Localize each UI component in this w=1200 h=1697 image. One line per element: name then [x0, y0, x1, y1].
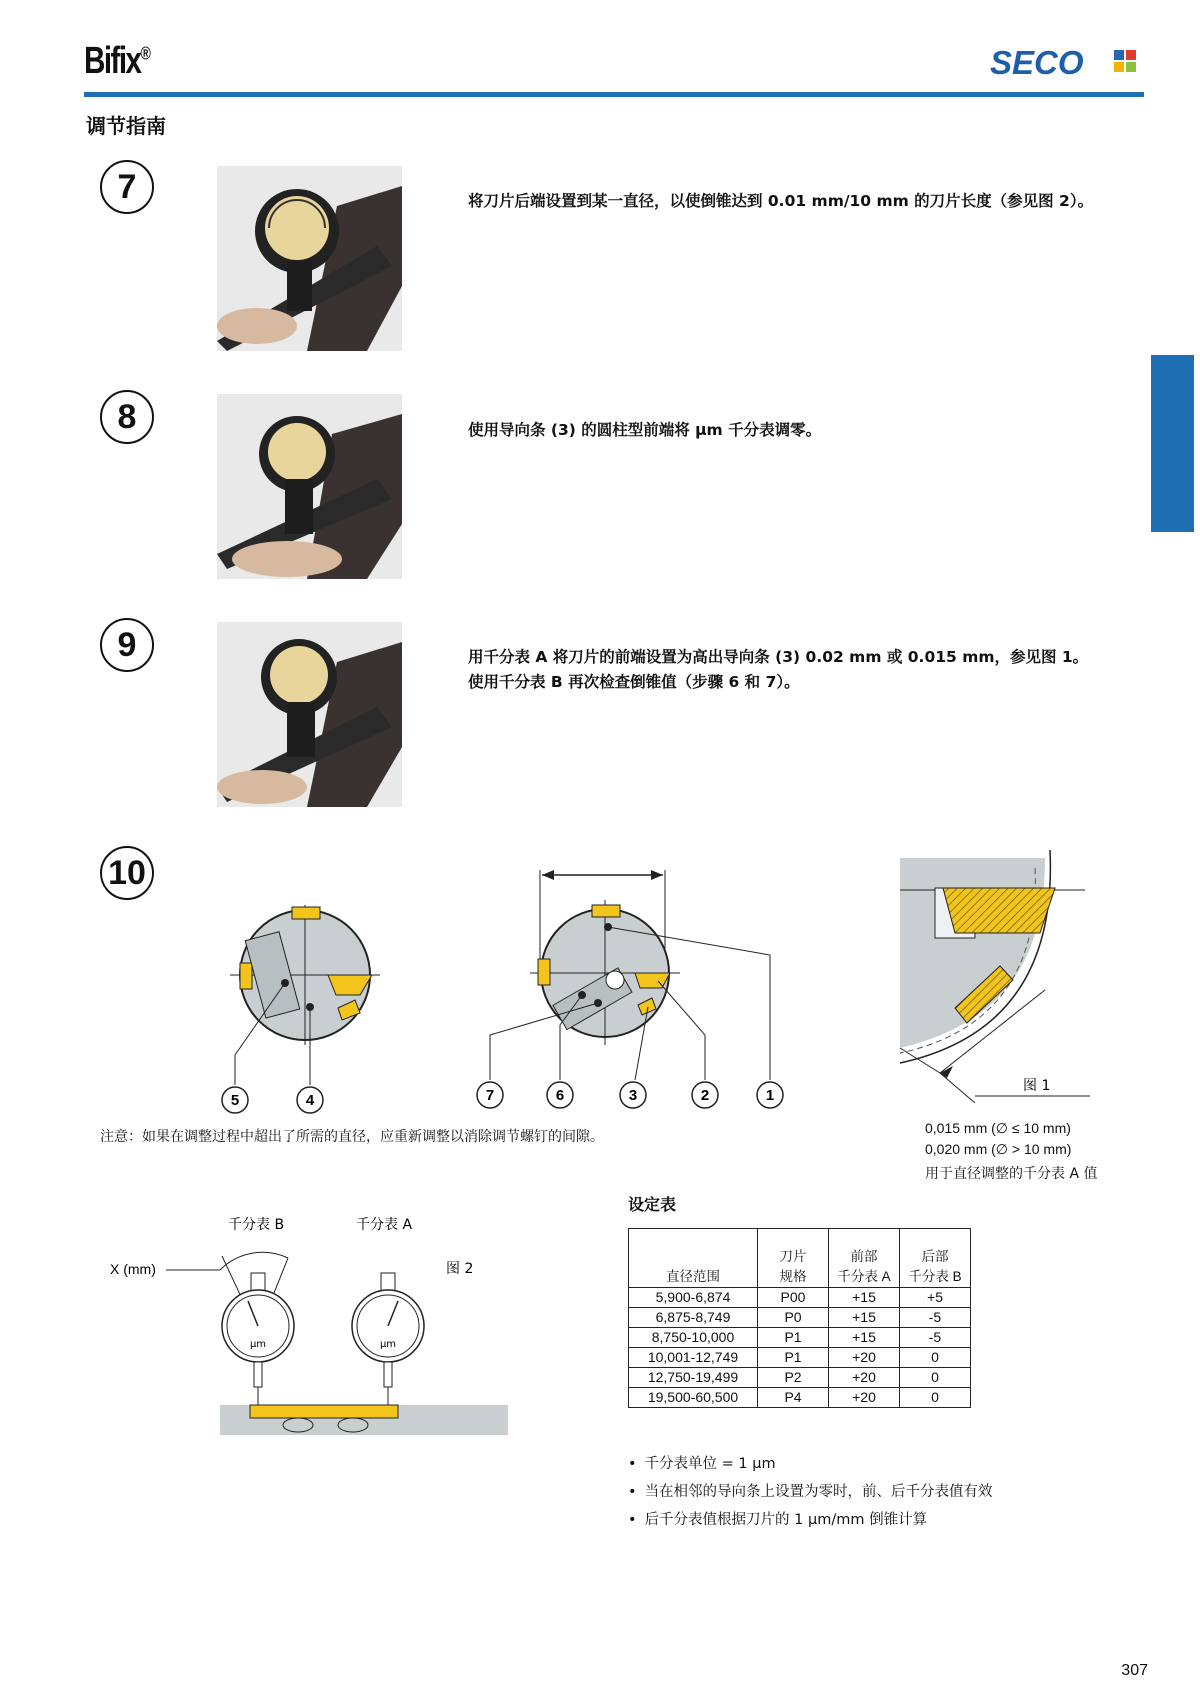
col-header-rear: 后部 千分表 B: [900, 1229, 971, 1288]
list-item: • 后千分表值根据刀片的 1 μm/mm 倒锥计算: [628, 1506, 993, 1534]
figure-2-gauges: [108, 1213, 508, 1438]
col-header-front: 前部 千分表 A: [829, 1229, 900, 1288]
step-8-photo: [217, 394, 402, 579]
diagram-mid: [470, 855, 810, 1120]
diagram-label-6: 6: [555, 1087, 565, 1104]
notes-list: [628, 1450, 993, 1534]
table-row: 19,500-60,500 P4 +20 0: [629, 1388, 971, 1408]
page-number: 307: [1121, 1662, 1148, 1679]
list-item: • 千分表单位 = 1 μm: [628, 1450, 993, 1478]
step-number-7: 7: [100, 160, 154, 214]
step-8-text: 使用导向条 (3) 的圆柱型前端将 μm 千分表调零。: [468, 421, 822, 439]
diagram-left: [220, 895, 400, 1115]
figure-1-caption-2: 0,020 mm (∅ > 10 mm): [925, 1141, 1072, 1157]
table-row: 8,750-10,000 P1 +15 -5: [629, 1328, 971, 1348]
section-title: 调节指南: [86, 114, 166, 138]
brand-title: Bifix®: [84, 40, 151, 82]
diagram-label-7: 7: [485, 1087, 495, 1104]
adjust-note: 注意：如果在调整过程中超出了所需的直径，应重新调整以消除调节螺钉的间隙。: [100, 1129, 604, 1145]
setting-table-title: 设定表: [628, 1195, 677, 1214]
figure-2-label: 图 2: [446, 1261, 474, 1277]
col-header-diameter: 直径范围: [629, 1229, 758, 1288]
diagram-label-3: 3: [628, 1087, 638, 1104]
side-tab: [1151, 355, 1194, 532]
figure-1-caption-1: 0,015 mm (∅ ≤ 10 mm): [925, 1120, 1071, 1136]
table-row: 12,750-19,499 P2 +20 0: [629, 1368, 971, 1388]
table-row: 6,875-8,749 P0 +15 -5: [629, 1308, 971, 1328]
diagram-label-5: 5: [230, 1092, 240, 1109]
seco-logo: [990, 44, 1140, 80]
diagram-label-1: 1: [765, 1087, 775, 1104]
figure-1-detail: [895, 848, 1095, 1103]
diagram-label-4: 4: [305, 1092, 315, 1109]
svg-text:SECO: SECO: [990, 44, 1084, 80]
gauge-b-unit: μm: [249, 1339, 267, 1350]
step-7-photo: [217, 166, 402, 351]
diagram-label-2: 2: [700, 1087, 710, 1104]
header-rule: [84, 92, 1144, 97]
gauge-b-label: 千分表 B: [228, 1217, 285, 1233]
step-9-photo: [217, 622, 402, 807]
table-row: 5,900-6,874 P00 +15 +5: [629, 1288, 971, 1308]
col-header-insert: 刀片 规格: [758, 1229, 829, 1288]
gauge-a-label: 千分表 A: [356, 1217, 413, 1233]
figure-1-label: 图 1: [1023, 1078, 1051, 1094]
gauge-a-unit: μm: [379, 1339, 397, 1350]
x-mm-label: X (mm): [110, 1261, 156, 1277]
step-number-8: 8: [100, 390, 154, 444]
step-number-10: 10: [100, 846, 154, 900]
setting-table: [628, 1228, 971, 1408]
step-9-text-2: 使用千分表 B 再次检查倒锥值（步骤 6 和 7）。: [468, 673, 800, 691]
step-9-text-1: 用千分表 A 将刀片的前端设置为高出导向条 (3) 0.02 mm 或 0.015 mm，参见图 1。: [468, 648, 1089, 666]
step-7-text: 将刀片后端设置到某一直径，以使倒锥达到 0.01 mm/10 mm 的刀片长度（参见图 2）。: [468, 192, 1094, 210]
table-row: 10,001-12,749 P1 +20 0: [629, 1348, 971, 1368]
step-number-9: 9: [100, 618, 154, 672]
figure-1-caption-3: 用于直径调整的千分表 A 值: [925, 1166, 1098, 1182]
list-item: • 当在相邻的导向条上设置为零时，前、后千分表值有效: [628, 1478, 993, 1506]
